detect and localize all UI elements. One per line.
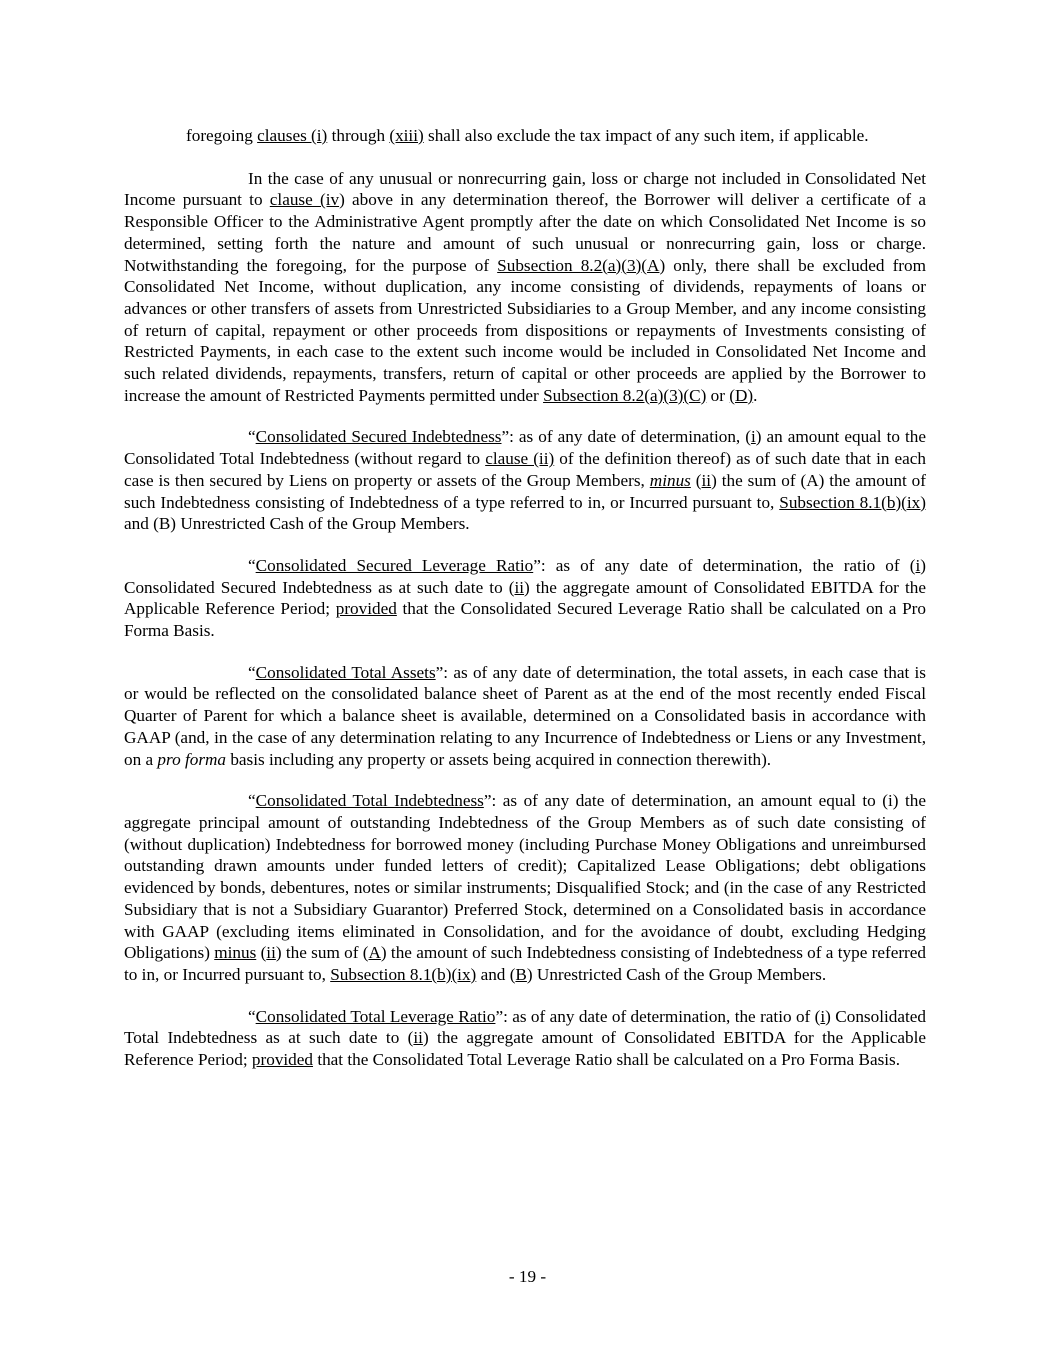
text-run: that the Consolidated Secured Leverage Ratio shall be calculated on a Pro Forma Basis.: [124, 599, 926, 641]
numeral-reference: ii: [413, 1028, 423, 1048]
text-run: ”: as of any date of determination, an amount equal to (i) the aggregate principal amount of outstanding Indebtedness of the Group Members as of such date consisting of (without duplication) Indebtedness for borrowed money (including Purchase Money Obligations and unreimbursed outstanding drawn amounts under funded letters of credit); Capitalized Lease Obligations; debt obligations evidenced by bonds, debentures, notes or similar instruments; Disqualified Stock; and (in the case of any Restricted Subsidiary that is not a Subsidiary Guarantor) Preferred Stock, determined on a Consolidated basis in accordance with GAAP (excluding items eliminated in Consolidation, and for the avoidance of doubt, excluding Hedging Obligations): [124, 791, 926, 963]
numeral-reference: ii: [266, 943, 276, 963]
text-run: ) Consolidated Secured Indebtedness as at such date to (: [124, 555, 926, 597]
clause-reference: clause (ii): [485, 449, 555, 469]
clause-reference: (xiii): [389, 126, 424, 145]
text-run: (: [690, 470, 702, 490]
numeral-reference: i: [820, 1006, 826, 1026]
text-run: ) an amount equal to the Consolidated Total Indebtedness (without regard to: [124, 427, 926, 469]
text-run: ”: as of any date of determination, the ratio of (: [495, 1006, 821, 1026]
text-run: ) Consolidated Total Indebtedness as at such date to (: [124, 1006, 926, 1048]
text-run: shall also exclude the tax impact of any such item, if applicable.: [423, 126, 869, 145]
letter-reference: B: [515, 964, 527, 984]
text-run: ) the sum of (A) the amount of such Indebtedness consisting of Indebtedness of a type referred to in, or Incurred pursuant to,: [124, 470, 926, 512]
text-run: or: [706, 385, 730, 405]
clause-reference: clauses (i): [257, 126, 328, 145]
defined-term: Consolidated Secured Indebtedness: [255, 427, 502, 447]
subsection-reference: Subsection 8.1(b)(ix): [330, 964, 477, 984]
text-run: “: [248, 662, 256, 682]
defined-term: Consolidated Total Leverage Ratio: [255, 1006, 496, 1026]
text-run: ) the sum of (: [275, 943, 369, 963]
text-run: (: [256, 943, 267, 963]
proviso-term: provided: [251, 1050, 314, 1070]
letter-reference: A: [368, 943, 381, 963]
text-run: of the definition thereof) as of such date that in each case is then secured by Liens on property or assets of the Group Members,: [124, 449, 927, 490]
text-run: through: [327, 126, 390, 145]
text-run: “: [248, 427, 256, 447]
text-run: In the case of any unusual or nonrecurring gain, loss or charge not included in Consolidated Net Income pursuant to: [124, 168, 926, 210]
text-run: foregoing: [186, 126, 258, 145]
page-number: - 19 -: [508, 1267, 547, 1286]
clause-reference: clause (iv: [269, 190, 340, 210]
text-run: “: [248, 1006, 256, 1026]
text-run: “: [248, 555, 256, 575]
numeral-reference: i: [750, 427, 756, 447]
text-run: ”: as of any date of determination, the total assets, in each case that is or would be reflected on the consolidated balance sheet of Parent as at the end of the most recently ended Fiscal Quarter of Parent for which a balance sheet is available, determined on a Consolidated basis in accordance with GAAP (and, in the case of any determination relating to any Incurrence of Indebtedness or Liens or any Investment, on a: [124, 662, 926, 769]
subsection-reference: Subsection 8.2(a)(3)(A: [497, 255, 660, 275]
text-run: ) only, there shall be excluded from Consolidated Net Income, without duplication, any income consisting of dividends, repayments of loans or advances or other transfers of assets from Unrestricted Subsidiaries to a Group Member, and any income consisting of return of capital, repayment or other proceeds from dispositions or repayments of Investments consisting of Restricted Payments, in each case to the extent such income would be included in Consolidated Net Income and such related dividends, repayments, transfers, return of capital or other proceeds are applied by the Borrower to increase the amount of Restricted Payments permitted under: [124, 255, 926, 405]
italic-term: pro forma: [157, 749, 227, 769]
defined-term: Consolidated Total Assets: [255, 662, 436, 682]
text-run: ”: as of any date of determination, the ratio of (: [533, 555, 916, 575]
text-run: and (: [476, 964, 516, 984]
defined-term: Consolidated Secured Leverage Ratio: [255, 555, 534, 575]
text-run: and (B) Unrestricted Cash of the Group Members.: [124, 514, 470, 534]
text-run: ) the aggregate amount of Consolidated EBITDA for the Applicable Reference Period;: [124, 1028, 926, 1070]
text-run: .: [753, 385, 758, 405]
text-run: ) Unrestricted Cash of the Group Members.: [526, 964, 827, 984]
definition-consolidated-total-assets: [124, 662, 926, 771]
subsection-reference: Subsection 8.1(b)(ix): [779, 492, 926, 512]
numeral-reference: ii: [701, 470, 712, 490]
paragraph-tax-impact: [124, 125, 926, 147]
emphasis-term: minus: [649, 470, 691, 490]
subsection-reference: (D): [729, 385, 754, 405]
text-run: ) above in any determination thereof, the Borrower will deliver a certificate of a Responsible Officer to the Administrative Agent promptly after the date on which Consolidated Net Income is so determined, setting forth the nature and amount of such unusual or nonrecurring gain, loss or charge. Notwithstanding the foregoing, for the purpose of: [124, 190, 926, 275]
text-run: ) the aggregate amount of Consolidated EBITDA for the Applicable Reference Period;: [124, 577, 926, 619]
text-run: basis including any property or assets being acquired in connection therewith).: [226, 749, 772, 769]
text-run: ”: as of any date of determination, (: [501, 427, 751, 447]
defined-term: Consolidated Total Indebtedness: [255, 791, 484, 811]
numeral-reference: ii: [514, 577, 525, 597]
paragraph-unusual-gain: [124, 168, 926, 407]
text-run: “: [248, 791, 256, 811]
definition-consolidated-total-leverage-ratio: [124, 1006, 926, 1071]
subsection-reference: Subsection 8.2(a)(3)(C): [543, 385, 707, 405]
text-run: ) the amount of such Indebtedness consisting of Indebtedness of a type referred to in, or Incurred pursuant to,: [124, 943, 926, 984]
definition-consolidated-secured-indebtedness: [124, 426, 926, 535]
text-run: that the Consolidated Total Leverage Ratio shall be calculated on a Pro Forma Basis.: [313, 1050, 901, 1070]
proviso-term: provided: [335, 599, 397, 619]
emphasis-term: minus: [214, 943, 257, 963]
document-page: [124, 125, 926, 1091]
numeral-reference: i: [915, 555, 921, 575]
definition-consolidated-total-indebtedness: [124, 790, 926, 985]
definition-consolidated-secured-leverage-ratio: [124, 555, 926, 642]
